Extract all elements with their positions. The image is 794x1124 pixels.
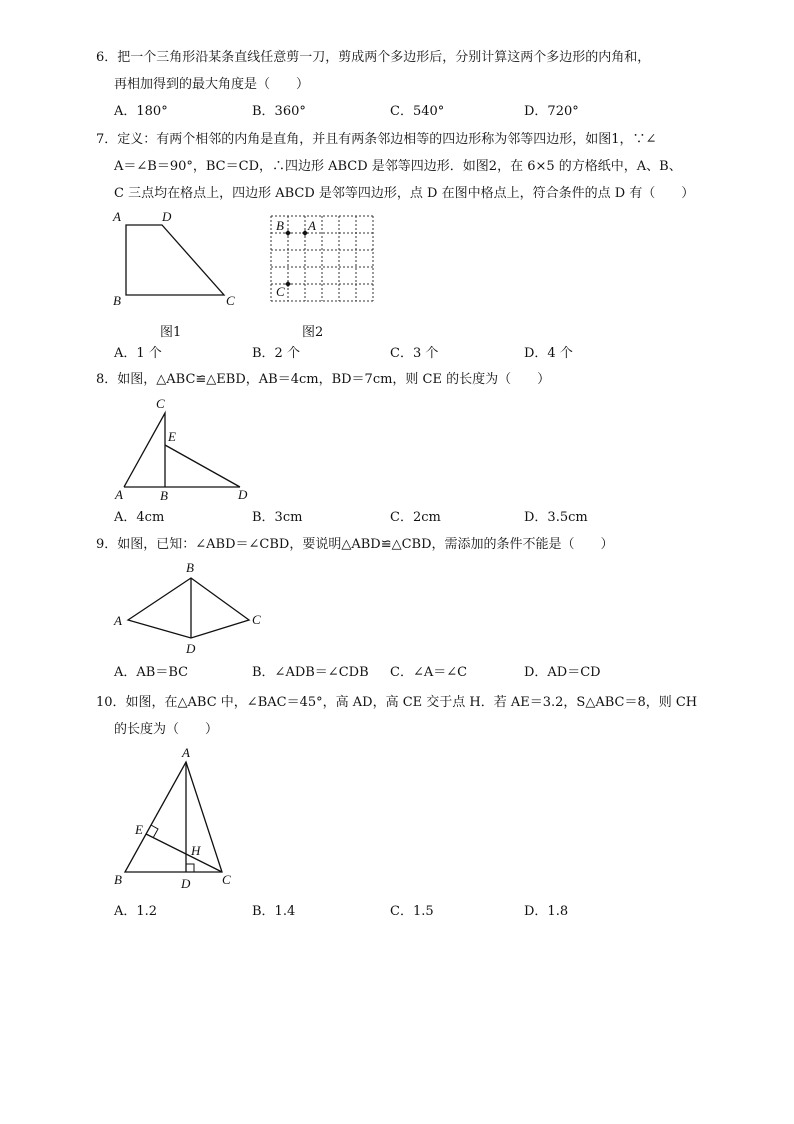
- q6-stem-line2: 再相加得到的最大角度是（ ）: [114, 77, 310, 92]
- q8-label-b: B: [160, 488, 168, 503]
- q9-option-c: C．∠A＝∠C: [390, 665, 468, 680]
- q9-label-a: A: [114, 613, 122, 628]
- q7-stem-line3: C 三点均在格点上，四边形 ABCD 是邻等四边形，点 D 在图中格点上，符合条件的点 D 有（ ）: [114, 186, 695, 201]
- q8-label-d: D: [238, 487, 248, 502]
- q10-option-c: C．1.5: [390, 904, 434, 919]
- fig1-label-b: B: [113, 293, 121, 308]
- q6-stem-line1: 6．把一个三角形沿某条直线任意剪一刀，剪成两个多边形后，分别计算这两个多边形的内角和，: [96, 50, 651, 65]
- q10-option-b: B．1.4: [252, 904, 296, 919]
- q8-stem: 8．如图，△ABC≌△EBD，AB＝4cm，BD＝7cm，则 CE 的长度为（ ）: [96, 372, 551, 387]
- q7-option-b: B．2 个: [252, 346, 300, 361]
- fig2-label-b: B: [276, 218, 284, 233]
- q10-figure: [110, 746, 260, 896]
- q8-option-a: A．4cm: [114, 510, 165, 525]
- q10-label-b: B: [114, 872, 122, 887]
- q8-option-c: C．2cm: [390, 510, 441, 525]
- q7-option-a: A．1 个: [114, 346, 162, 361]
- q7-figure-2-grid: [268, 212, 378, 304]
- q9-option-d: D．AD＝CD: [524, 665, 601, 680]
- q6-option-a: A．180°: [114, 104, 168, 119]
- q7-figure-2-caption: 图2: [302, 325, 324, 340]
- q7-stem-line2: A＝∠B＝90°，BC＝CD，∴四边形 ABCD 是邻等四边形．如图2，在 6×5 的方格纸中，A、B、: [114, 159, 682, 174]
- q10-label-a: A: [182, 745, 190, 760]
- q10-label-c: C: [222, 872, 231, 887]
- q9-label-b: B: [186, 560, 194, 575]
- q9-option-a: A．AB＝BC: [114, 665, 189, 680]
- q10-stem-line1: 10．如图，在△ABC 中，∠BAC＝45°，高 AD，高 CE 交于点 H．若 AE＝3.2，S△ABC＝8，则 CH: [96, 695, 698, 710]
- q10-label-e: E: [135, 822, 143, 837]
- q7-stem-line1: 7．定义：有两个相邻的内角是直角，并且有两条邻边相等的四边形称为邻等四边形，如图1，∵∠: [96, 132, 657, 147]
- q9-label-c: C: [252, 612, 261, 627]
- q8-label-c: C: [156, 396, 165, 411]
- q8-label-e: E: [168, 429, 176, 444]
- q7-option-d: D．4 个: [524, 346, 573, 361]
- q9-option-b: B．∠ADB＝∠CDB: [252, 665, 369, 680]
- q7-figure-1: [110, 208, 250, 310]
- q10-stem-line2: 的长度为（ ）: [114, 722, 219, 737]
- q6-option-b: B．360°: [252, 104, 306, 119]
- fig1-label-c: C: [226, 293, 235, 308]
- q7-option-c: C．3 个: [390, 346, 439, 361]
- q9-label-d: D: [186, 641, 196, 656]
- q8-option-b: B．3cm: [252, 510, 303, 525]
- q9-stem: 9．如图，已知：∠ABD＝∠CBD，要说明△ABD≌△CBD，需添加的条件不能是（ ）: [96, 537, 614, 552]
- q6-option-d: D．720°: [524, 104, 579, 119]
- q8-figure: [110, 393, 260, 505]
- fig1-label-d: D: [162, 209, 172, 224]
- q6-option-c: C．540°: [390, 104, 445, 119]
- q10-option-d: D．1.8: [524, 904, 569, 919]
- q10-label-h: H: [191, 843, 201, 858]
- q8-option-d: D．3.5cm: [524, 510, 588, 525]
- q10-option-a: A．1.2: [114, 904, 158, 919]
- fig1-label-a: A: [113, 209, 121, 224]
- q7-figure-1-caption: 图1: [160, 325, 182, 340]
- fig2-label-c: C: [276, 284, 285, 299]
- q9-figure: [110, 558, 270, 658]
- q8-label-a: A: [115, 487, 123, 502]
- fig2-label-a: A: [308, 218, 316, 233]
- q10-label-d: D: [181, 876, 191, 891]
